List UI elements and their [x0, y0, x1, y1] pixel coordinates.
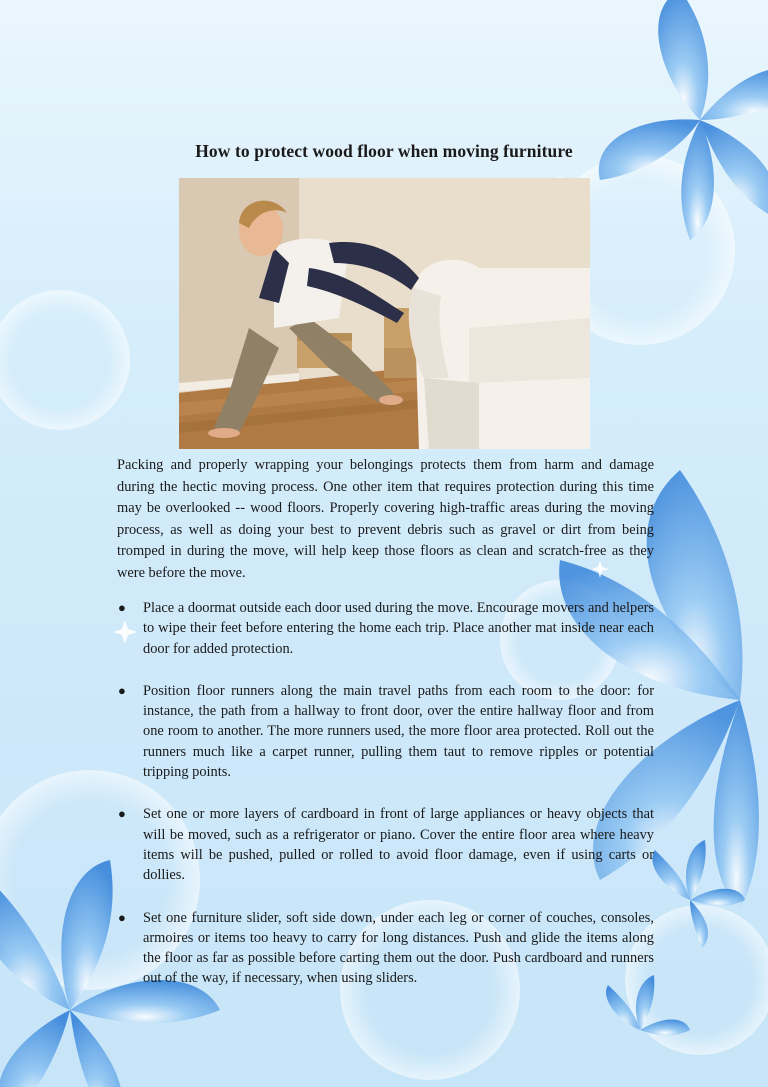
list-item	[117, 804, 654, 885]
tip-text: Set one furniture slider, soft side down, under each leg or corner of couches, consoles, armoires or items too heavy to carry for long distances. Push and glide the items along the floor as far as possible before carting them out the door. Push cardboard and runners out of the way, if necessary, when using sliders.	[143, 909, 654, 987]
list-item	[117, 681, 654, 782]
list-item	[117, 908, 654, 989]
woman-pushing-couch-photo	[179, 178, 590, 449]
photo-illustration	[179, 178, 590, 449]
intro-paragraph: Packing and properly wrapping your belongings protects them from harm and damage during the hectic moving process. One other item that requires protection during this time may be overlooked -- wood floors. Properly covering high-traffic areas during the moving process, as well as doing your best to prevent debris such as gravel or dirt from being tromped in during the move, will help keep those floors as clean and scratch-free as they were before the move.	[117, 457, 654, 581]
bullet-icon: ●	[118, 806, 126, 822]
page-title: How to protect wood floor when moving furniture	[195, 141, 573, 161]
bullet-icon: ●	[118, 600, 126, 615]
list-item	[117, 598, 654, 659]
bullet-icon: ●	[118, 909, 126, 925]
tip-text: Position floor runners along the main travel paths from each room to the door: for instance, the path from a hallway to front door, over the entire hallway floor and from one room to another. The more runners used, the more floor area protected. Roll out the runners much like a carpet runner, pulling them taut to remove ripples or potential tripping points.	[143, 682, 654, 781]
tip-text: Place a doormat outside each door used during the move. Encourage movers and helpers to wipe their feet before entering the home each trip. Place another mat inside near each door for added protection.	[143, 600, 654, 657]
tip-text: Set one or more layers of cardboard in front of large appliances or heavy objects that will be moved, such as a refrigerator or piano. Cover the entire floor area where heavy items will be pushed, pulled or rolled to avoid floor damage, even if using carts or dollies.	[143, 806, 654, 884]
bullet-icon: ●	[118, 682, 126, 698]
tips-list	[117, 598, 654, 1011]
